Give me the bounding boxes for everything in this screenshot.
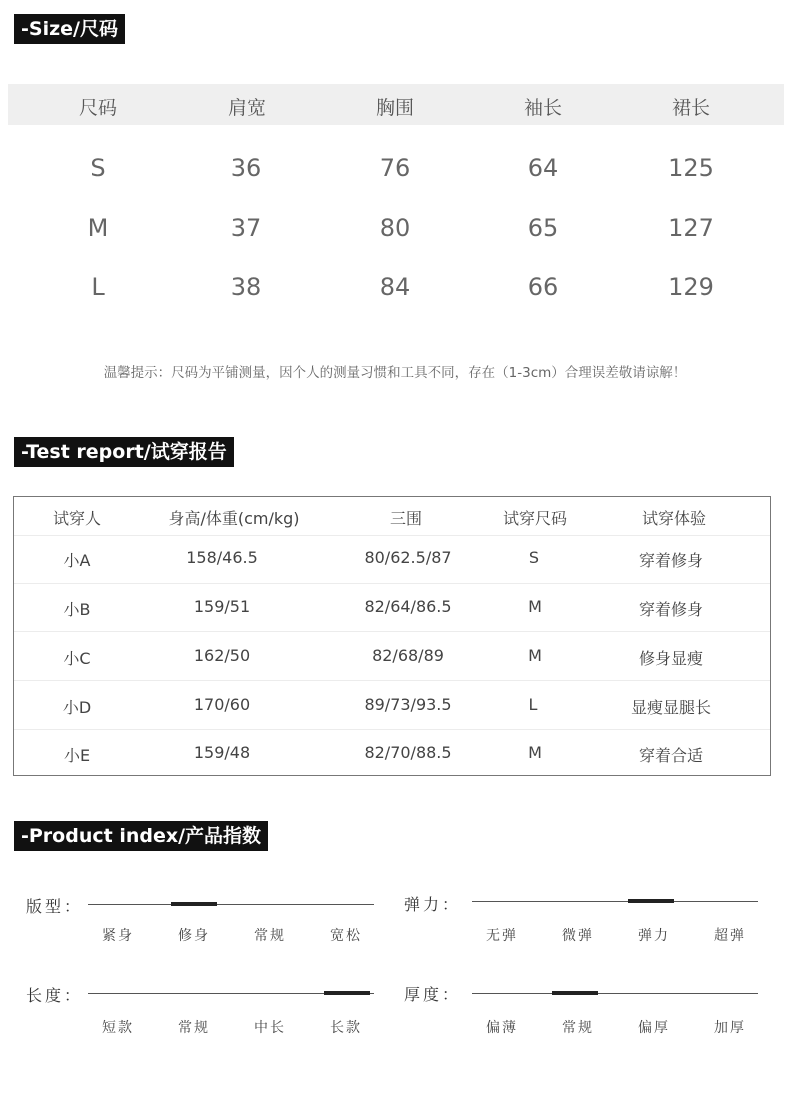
fit-scale-option: 修身 <box>178 928 210 944</box>
report-cell: 穿着修身 <box>638 600 703 619</box>
size-section-title: -Size/尺码 <box>14 14 125 44</box>
elasticity-scale-option: 微弹 <box>562 928 594 944</box>
size-cell: 125 <box>668 154 714 182</box>
size-cell: S <box>90 154 106 182</box>
report-header-cell: 试穿体验 <box>641 509 706 528</box>
size-header-cell: 胸围 <box>375 97 414 119</box>
thickness-scale-option: 常规 <box>562 1020 594 1036</box>
size-cell: 76 <box>379 154 411 182</box>
size-table-row <box>0 214 790 250</box>
report-section-title: -Test report/试穿报告 <box>14 437 234 467</box>
size-cell: 65 <box>527 214 559 242</box>
report-cell: 82/70/88.5 <box>364 743 452 762</box>
size-cell: 38 <box>230 273 262 301</box>
report-cell: L <box>528 695 538 714</box>
report-header-cell: 试穿尺码 <box>502 509 567 528</box>
fit-scale-track <box>88 904 374 905</box>
fit-scale-option: 宽松 <box>330 928 362 944</box>
report-cell: 162/50 <box>193 646 251 665</box>
size-header-cell: 肩宽 <box>227 97 266 119</box>
report-cell: 89/73/93.5 <box>364 695 452 714</box>
size-header-cell: 袖长 <box>523 97 562 119</box>
size-cell: L <box>91 273 105 301</box>
report-cell: 82/64/86.5 <box>364 597 452 616</box>
size-header-cell: 尺码 <box>78 97 117 119</box>
report-table-row <box>14 729 770 775</box>
elasticity-scale-option: 无弹 <box>486 928 518 944</box>
thickness-scale-option: 偏薄 <box>486 1020 518 1036</box>
size-cell: 80 <box>379 214 411 242</box>
size-cell: 127 <box>668 214 714 242</box>
size-cell: 129 <box>668 273 714 301</box>
size-cell: 36 <box>230 154 262 182</box>
report-header-cell: 身高/体重(cm/kg) <box>168 509 300 528</box>
report-table-row <box>14 535 770 583</box>
length-scale-marker <box>324 991 370 995</box>
elasticity-scale-option: 弹力 <box>638 928 670 944</box>
report-cell: 170/60 <box>193 695 251 714</box>
index-section-title: -Product index/产品指数 <box>14 821 268 851</box>
length-scale-option: 短款 <box>102 1020 134 1036</box>
length-scale-option: 中长 <box>254 1020 286 1036</box>
thickness-scale-option: 加厚 <box>714 1020 746 1036</box>
report-cell: 穿着合适 <box>638 746 703 765</box>
thickness-scale-track <box>472 993 758 994</box>
report-cell: 82/68/89 <box>372 646 444 665</box>
size-header-cell: 裙长 <box>671 97 710 119</box>
elasticity-scale-option: 超弹 <box>714 928 746 944</box>
report-cell: 159/48 <box>193 743 251 762</box>
report-header-cell: 三围 <box>389 509 422 528</box>
length-scale-option: 长款 <box>330 1020 362 1036</box>
thickness-scale-marker <box>552 991 598 995</box>
thickness-scale-option: 偏厚 <box>638 1020 670 1036</box>
report-cell: M <box>528 646 542 665</box>
report-cell: 穿着修身 <box>638 551 703 570</box>
report-cell: M <box>528 743 542 762</box>
report-table <box>13 496 771 776</box>
report-table-row <box>14 631 770 680</box>
size-table-row <box>0 154 790 190</box>
report-table-row <box>14 680 770 729</box>
size-cell: 66 <box>527 273 559 301</box>
report-cell: 显瘦显腿长 <box>630 698 711 717</box>
report-header-cell: 试穿人 <box>52 509 101 528</box>
report-cell: 小D <box>62 698 92 717</box>
fit-scale-option: 常规 <box>254 928 286 944</box>
size-cell: 84 <box>379 273 411 301</box>
report-cell: S <box>528 548 540 567</box>
report-cell: 小B <box>63 600 91 619</box>
report-cell: M <box>528 597 542 616</box>
elasticity-scale-marker <box>628 899 674 903</box>
elasticity-scale-track <box>472 901 758 902</box>
fit-scale-label: 版型： <box>26 897 84 916</box>
report-table-row <box>14 583 770 631</box>
report-cell: 159/51 <box>193 597 251 616</box>
report-cell: 小A <box>63 551 91 570</box>
report-cell: 修身显瘦 <box>638 649 703 668</box>
size-cell: M <box>87 214 109 242</box>
length-scale-label: 长度： <box>26 986 84 1005</box>
thickness-scale-label: 厚度： <box>404 985 462 1004</box>
elasticity-scale-label: 弹力： <box>404 895 462 914</box>
size-table-header <box>8 84 784 125</box>
report-cell: 158/46.5 <box>186 548 258 567</box>
fit-scale-option: 紧身 <box>102 928 134 944</box>
size-note: 温馨提示：尺码为平铺测量，因个人的测量习惯和工具不同，存在（1-3cm）合理误差敬请谅解！ <box>103 365 687 381</box>
fit-scale-marker <box>171 902 217 906</box>
report-cell: 80/62.5/87 <box>364 548 452 567</box>
size-cell: 37 <box>230 214 262 242</box>
report-cell: 小E <box>63 746 91 765</box>
size-table-row <box>0 273 790 309</box>
report-cell: 小C <box>63 649 91 668</box>
length-scale-option: 常规 <box>178 1020 210 1036</box>
size-cell: 64 <box>527 154 559 182</box>
